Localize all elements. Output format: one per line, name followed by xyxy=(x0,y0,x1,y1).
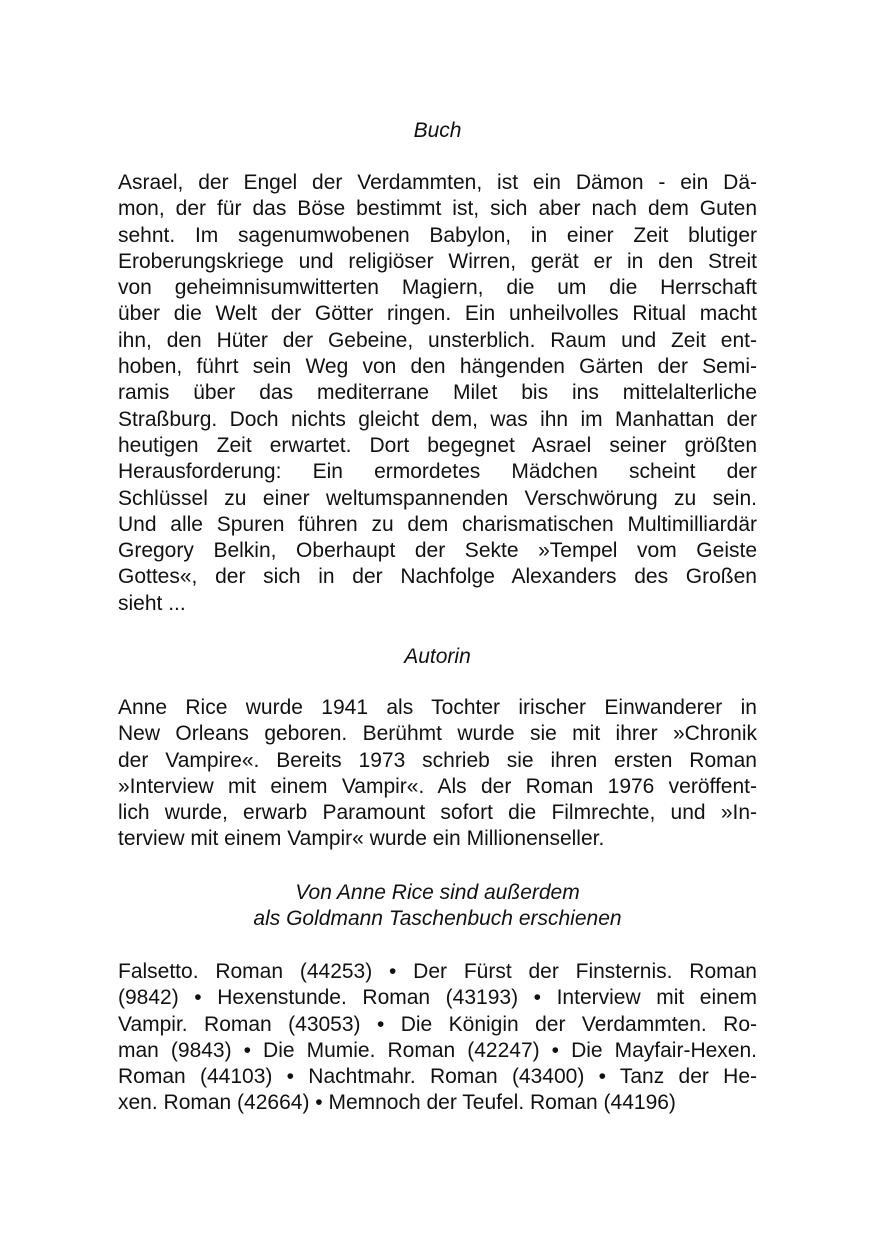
text-line: Vampir. Roman (43053) • Die Königin der Verdammten. Ro- xyxy=(118,1012,757,1036)
text-line: sieht ... xyxy=(118,591,186,615)
text-line: ihn, den Hüter der Gebeine, unsterblich. Raum und Zeit ent- xyxy=(118,328,757,352)
text-line: Eroberungskriege und religiöser Wirren, gerät er in den Streit xyxy=(118,249,757,273)
text-line: der Vampire«. Bereits 1973 schrieb sie ihren ersten Roman xyxy=(118,748,757,772)
text-line: lich wurde, erwarb Paramount sofort die Filmrechte, und »In- xyxy=(118,801,757,825)
text-line: Gottes«, der sich in der Nachfolge Alexanders des Großen xyxy=(118,565,757,589)
text-line: New Orleans geboren. Berühmt wurde sie mit ihrer »Chronik xyxy=(118,722,757,746)
text-line: sehnt. Im sagenumwobenen Babylon, in einer Zeit blutiger xyxy=(118,223,757,247)
paragraph-buch xyxy=(118,170,757,617)
text-line: von geheimnisumwitterten Magiern, die um die Herrschaft xyxy=(118,276,757,300)
text-line: Und alle Spuren führen zu dem charismatischen Multimilliardär xyxy=(118,512,757,536)
text-line: Asrael, der Engel der Verdammten, ist ein Dämon - ein Dä- xyxy=(118,171,757,194)
section-heading-weitere-2: als Goldmann Taschenbuch erschienen xyxy=(253,907,622,930)
section-heading-weitere-1: Von Anne Rice sind außerdem xyxy=(295,881,580,904)
text-line: Roman (44103) • Nachtmahr. Roman (43400) • Tanz der He- xyxy=(118,1065,757,1089)
text-line: (9842) • Hexenstunde. Roman (43193) • Interview mit einem xyxy=(118,986,757,1010)
text-line: man (9843) • Die Mumie. Roman (42247) • Die Mayfair-Hexen. xyxy=(118,1038,757,1062)
text-line: Anne Rice wurde 1941 als Tochter irischer Einwanderer in xyxy=(118,696,757,719)
text-line: Herausforderung: Ein ermordetes Mädchen scheint der xyxy=(118,460,757,484)
text-line: Gregory Belkin, Oberhaupt der Sekte »Tempel vom Geiste xyxy=(118,539,757,563)
text-line: »Interview mit einem Vampir«. Als der Roman 1976 veröffent- xyxy=(118,774,757,798)
text-line: terview mit einem Vampir« wurde ein Millionenseller. xyxy=(118,827,605,851)
paragraph-weitere-titel xyxy=(118,959,757,1117)
text-line: Schlüssel zu einer weltumspannenden Verschwörung zu sein. xyxy=(118,486,757,510)
text-line: heutigen Zeit erwartet. Dort begegnet Asrael seiner größten xyxy=(118,433,757,457)
text-line: ramis über das mediterrane Milet bis ins mittelalterliche xyxy=(118,381,757,405)
text-line: Straßburg. Doch nichts gleicht dem, was ihn im Manhattan der xyxy=(118,407,757,431)
text-line: xen. Roman (42664) • Memnoch der Teufel. Roman (44196) xyxy=(118,1091,676,1115)
text-line: Falsetto. Roman (44253) • Der Fürst der Finsternis. Roman xyxy=(118,960,757,983)
paragraph-autorin xyxy=(118,695,757,853)
text-line: mon, der für das Böse bestimmt ist, sich aber nach dem Guten xyxy=(118,197,757,221)
text-line: über die Welt der Götter ringen. Ein unheilvolles Ritual macht xyxy=(118,302,757,326)
section-heading-autorin: Autorin xyxy=(404,645,471,668)
section-heading-buch: Buch xyxy=(413,119,462,142)
text-line: hoben, führt sein Weg von den hängenden Gärten der Semi- xyxy=(118,355,757,379)
